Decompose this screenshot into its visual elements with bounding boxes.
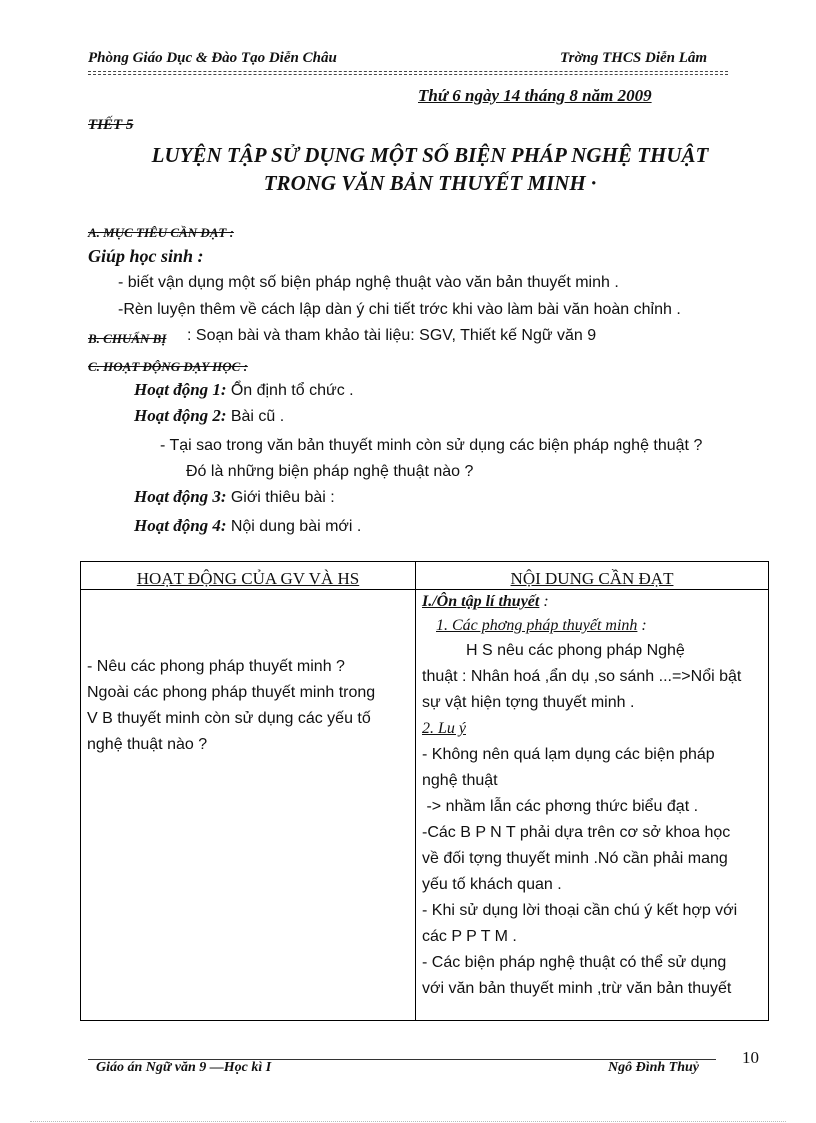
section-heading-text: I./Ôn tập lí thuyết xyxy=(422,593,540,610)
list-item: Ngoài các phong pháp thuyết minh trong xyxy=(87,684,376,701)
list-item: - Khi sử dụng lời thoại cần chú ý kết hợp với xyxy=(422,902,738,919)
header-divider-2 xyxy=(88,74,728,75)
activity-label: Hoạt động 2: xyxy=(134,406,227,425)
page-title-line1: LUYỆN TẬP SỬ DỤNG MỘT SỐ BIỆN PHÁP NGHỆ THUẬT xyxy=(151,143,709,167)
list-item: - Nêu các phong pháp thuyết minh ? xyxy=(87,658,345,675)
list-item: -Các B P N T phải dựa trên cơ sở khoa học xyxy=(422,824,731,841)
page-title-line2: TRONG VĂN BẢN THUYẾT MINH · xyxy=(263,171,597,195)
activity-text: Giới thiêu bài : xyxy=(230,489,335,506)
list-item: - Các biện pháp nghệ thuật có thể sử dụng xyxy=(422,954,727,971)
list-item: - Không nên quá lạm dụng các biện pháp xyxy=(422,746,715,763)
review-question-line2: Đó là những biện pháp nghệ thuật nào ? xyxy=(186,463,474,480)
activity-label: Hoạt động 1: xyxy=(134,380,227,399)
activity-label: Hoạt động 3: xyxy=(134,487,227,506)
section-c-heading: C. HOẠT ĐỘNG DẠY HỌC : xyxy=(88,359,248,374)
header-right: Trờng THCS Diễn Lâm xyxy=(560,50,708,66)
header-left: Phòng Giáo Dục & Đào Tạo Diễn Châu xyxy=(88,50,337,66)
subsection-heading xyxy=(422,716,768,742)
col-header-content xyxy=(416,562,769,590)
lesson-date: Thứ 6 ngày 14 tháng 8 năm 2009 xyxy=(418,86,652,105)
activity-1 xyxy=(134,380,354,400)
lesson-number: TIẾT 5 xyxy=(88,117,134,133)
list-item: sự vật hiện tợng thuyết minh . xyxy=(422,694,635,711)
list-item: các P P T M . xyxy=(422,928,517,945)
header-divider xyxy=(88,71,728,72)
lesson-table xyxy=(80,561,769,1021)
table-header-row xyxy=(81,562,769,590)
review-question-line1: - Tại sao trong văn bản thuyết minh còn sử dụng các biện pháp nghệ thuật ? xyxy=(160,437,703,454)
list-item: thuật : Nhân hoá ,ẩn dụ ,so sánh ...=>Nổi bật xyxy=(422,668,742,685)
activity-4 xyxy=(134,516,361,536)
section-a-heading: A. MỤC TIÊU CẦN ĐẠT : xyxy=(88,225,234,240)
footer-left: Giáo án Ngữ văn 9 —Học kì I xyxy=(96,1060,272,1075)
section-heading xyxy=(422,590,768,614)
activity-2 xyxy=(134,406,284,426)
list-item: nghệ thuật xyxy=(422,772,498,789)
teacher-student-cell xyxy=(81,590,416,1021)
activity-text: Nội dung bài mới . xyxy=(230,518,362,535)
section-heading-suffix: : xyxy=(539,593,549,610)
subsection-heading-text: 1. Các phơng pháp thuyết minh xyxy=(436,617,638,634)
section-b-text: : Soạn bài và tham khảo tài liệu: SGV, Thiết kế Ngữ văn 9 xyxy=(187,327,597,344)
list-item: -> nhầm lẫn các phơng thức biểu đạt . xyxy=(422,798,699,815)
section-a-subheading: Giúp học sinh : xyxy=(88,246,204,266)
page-number: 10 xyxy=(742,1048,759,1067)
list-item: H S nêu các phong pháp Nghệ xyxy=(466,642,685,659)
section-a-item: - biết vận dụng một số biện pháp nghệ thuật vào văn bản thuyết minh . xyxy=(118,274,619,291)
subsection-heading-suffix: : xyxy=(637,617,647,634)
footer-right: Ngô Đình Thuỷ xyxy=(608,1060,700,1075)
col-header-label: HOẠT ĐỘNG CỦA GV VÀ HS xyxy=(136,569,360,588)
activity-3 xyxy=(134,487,335,507)
list-item: yếu tố khách quan . xyxy=(422,876,562,893)
activity-label: Hoạt động 4: xyxy=(134,516,227,535)
activity-text: Bài cũ . xyxy=(230,408,285,425)
list-item: V B thuyết minh còn sử dụng các yếu tố xyxy=(87,710,371,727)
subsection-heading-text: 2. Lu ý xyxy=(422,720,466,737)
content-cell xyxy=(416,590,769,1021)
subsection-heading xyxy=(422,614,768,638)
section-b-heading: B. CHUẨN BỊ xyxy=(88,331,167,346)
col-header-activities xyxy=(81,562,416,590)
section-a-item: -Rèn luyện thêm về cách lập dàn ý chi tiết trớc khi vào làm bài văn hoàn chỉnh . xyxy=(118,301,681,318)
table-row xyxy=(81,590,769,1021)
page-bottom-rule xyxy=(30,1121,786,1122)
col-header-label: NỘI DUNG CẦN ĐẠT xyxy=(510,569,674,588)
list-item: nghệ thuật nào ? xyxy=(87,736,208,753)
list-item: về đối tợng thuyết minh .Nó cần phải mang xyxy=(422,850,728,867)
activity-text: Ổn định tổ chức . xyxy=(230,382,354,399)
list-item: với văn bản thuyết minh ,trừ văn bản thuyết xyxy=(422,980,732,997)
